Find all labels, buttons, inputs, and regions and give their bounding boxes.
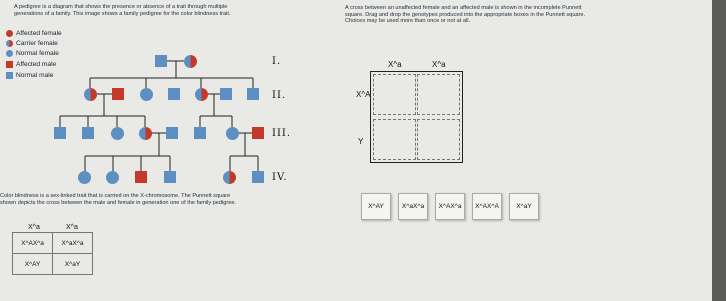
gen3-normal-female [226, 127, 239, 140]
gen4-normal-female [78, 171, 91, 184]
gen2-normal-male [247, 88, 259, 100]
gen3-normal-male [54, 127, 66, 139]
instruction-line: square. Drag and drop the genotypes produced into the appropriate boxes in the Punnett square. [345, 11, 586, 18]
small-punnett-col1: X^a [28, 224, 40, 231]
gen3-normal-female [111, 127, 124, 140]
pedigree-lines [0, 0, 300, 200]
intro-line: A pedigree is a diagram that shows the presence or absence of a trait through multiple [14, 4, 228, 10]
gen2-normal-male [168, 88, 180, 100]
punnett-explanation [0, 193, 340, 206]
genotype-choices [361, 193, 539, 220]
small-punnett-cell: X^aY [53, 254, 93, 275]
generation-label-1: I. [272, 56, 282, 67]
small-punnett-cell: X^aX^a [53, 233, 93, 254]
gen2-normal-female [140, 88, 153, 101]
punnett-row2-header: Y [358, 137, 364, 146]
small-punnett-col2: X^a [66, 224, 78, 231]
gen2-affected-male [112, 88, 124, 100]
choice-chip[interactable]: X^aX^a [398, 193, 428, 220]
punnett-col1-header: X^a [388, 60, 402, 69]
legend-label: Carrier female [16, 40, 58, 47]
legend-label: Affected male [16, 61, 57, 68]
choice-chip[interactable]: X^AX^a [435, 193, 465, 220]
punnett-drop-box[interactable] [373, 74, 416, 115]
gen3-normal-male [194, 127, 206, 139]
instruction-line: Choices may be used more than once or not at all. [345, 18, 470, 25]
cross-instructions [345, 5, 705, 25]
gen3-normal-male [82, 127, 94, 139]
explanation-line: shown depicts the cross between the male and female in generation one of the family pedigree. [0, 199, 237, 206]
choice-chip[interactable]: X^AX^A [472, 193, 502, 220]
choice-chip[interactable]: X^aY [509, 193, 539, 220]
gen4-normal-male [164, 171, 176, 183]
small-punnett-cell: X^AY [13, 254, 53, 275]
gen2-normal-male [220, 88, 232, 100]
punnett-square [370, 71, 463, 163]
legend-label: Normal male [16, 72, 54, 79]
instruction-line: A cross between an unaffected female and an affected male is shown in the incomplete Punnett [345, 5, 582, 11]
gen4-affected-male [135, 171, 147, 183]
gen4-normal-male [252, 171, 264, 183]
small-punnett-square [12, 232, 93, 275]
gen3-affected-male [252, 127, 264, 139]
punnett-row1-header: X^A [356, 90, 371, 99]
generation-label-2: II. [272, 90, 287, 101]
gen2-carrier-female [84, 88, 97, 101]
gen4-carrier-female [223, 171, 236, 184]
gen1-carrier-female [184, 55, 197, 68]
explanation-line: Color blindness is a sex-linked trait that is carried on the X-chromosome. The Punnett square [0, 193, 231, 199]
generation-label-3: III. [272, 128, 292, 139]
gen3-carrier-female [139, 127, 152, 140]
legend-label: Affected female [16, 30, 62, 37]
gen4-normal-female [106, 171, 119, 184]
punnett-drop-box[interactable] [417, 74, 460, 115]
legend-label: Normal female [16, 50, 59, 57]
generation-label-4: IV. [272, 172, 288, 183]
gen2-carrier-female [195, 88, 208, 101]
small-punnett-cell: X^AX^a [13, 233, 53, 254]
gen1-normal-male [155, 55, 167, 67]
intro-line: generations of a family. This image shows a family pedigree for the color blindness trait. [14, 10, 231, 17]
punnett-col2-header: X^a [432, 60, 446, 69]
choice-chip[interactable]: X^AY [361, 193, 391, 220]
gen3-normal-male [166, 127, 178, 139]
punnett-drop-box[interactable] [373, 119, 416, 160]
punnett-drop-box[interactable] [417, 119, 460, 160]
